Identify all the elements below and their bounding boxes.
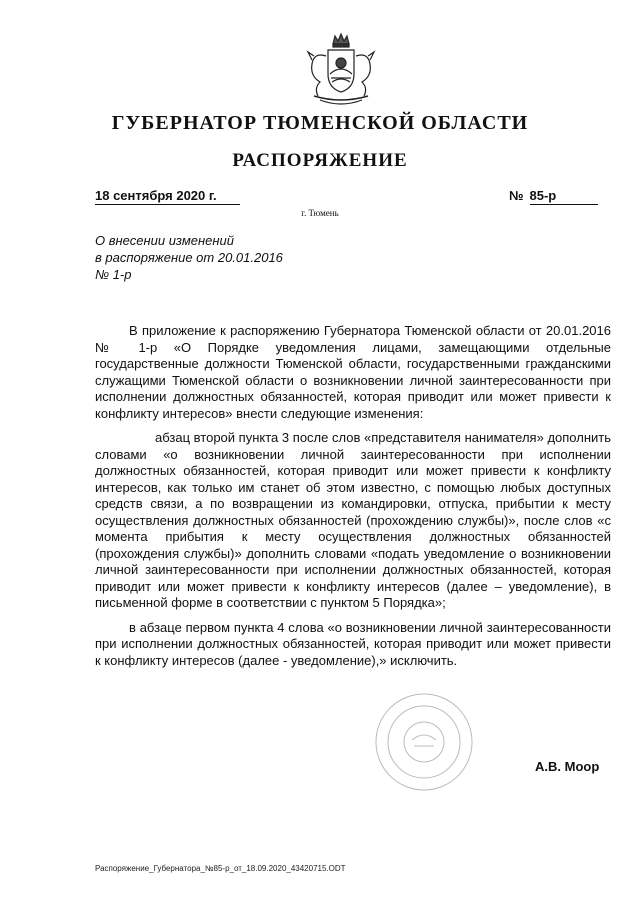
amendment-item-1: абзац второй пункта 3 после слов «представителя нанимателя» дополнить словами «о возникновении личной заинтересованности при исполнении должностных обязанностей, которая приводит или может привести к конфликту интересов, как только им станет об этом известно, с помощью любых доступных средств связи, а по возвращении из командировки, отпуска, прибытии к месту осуществления должностных обязанностей (прохождению службы)», после слов «с момента прибытия к месту осуществления должностных обязанностей (прохождения службы)» дополнить словами «подать уведомление о возникновении личной заинтересованности при исполнении должностных обязанностей, которая приводит или может привести к конфликту интересов (далее – уведомление), в письменной форме в соответствии с пунктом 5 Порядка»;	[95, 430, 611, 610]
coat-of-arms-icon	[300, 30, 382, 110]
intro-paragraph: В приложение к распоряжению Губернатора Тюменской области от 20.01.2016 № 1-р «О Порядке уведомления лицами, замещающими отдельные государственные должности Тюменской области, государственными гражданскими служащими Тюменской области о возникновении личной заинтересованности при исполнении должностных обязанностей, которая приводит или может привести к конфликту интересов» внести следующие изменения:	[95, 323, 611, 421]
subject-line: О внесении изменений	[95, 233, 234, 248]
document-number-block	[509, 188, 598, 205]
document-number: 85-р	[530, 188, 598, 205]
number-label: №	[509, 188, 524, 203]
subject-line: в распоряжение от 20.01.2016	[95, 250, 283, 265]
city: г. Тюмень	[301, 208, 339, 218]
document-date: 18 сентября 2020 г.	[95, 188, 240, 205]
document-type: РАСПОРЯЖЕНИЕ	[232, 150, 408, 171]
footer-filename: Распоряжение_Губернатора_№85-р_от_18.09.2020_43420715.ODT	[95, 864, 346, 873]
document-body	[95, 323, 611, 677]
subject-line: № 1-р	[95, 267, 132, 282]
official-seal-icon	[372, 690, 476, 794]
amendment-item-2: в абзаце первом пункта 4 слова «о возникновении личной заинтересованности при исполнении должностных обязанностей, которая приводит или может привести к конфликту интересов (далее - уведомление),» исключить.	[95, 619, 611, 668]
signatory-name: А.В. Моор	[535, 759, 600, 774]
subject-block	[95, 232, 283, 283]
issuing-authority: ГУБЕРНАТОР ТЮМЕНСКОЙ ОБЛАСТИ	[111, 112, 529, 134]
